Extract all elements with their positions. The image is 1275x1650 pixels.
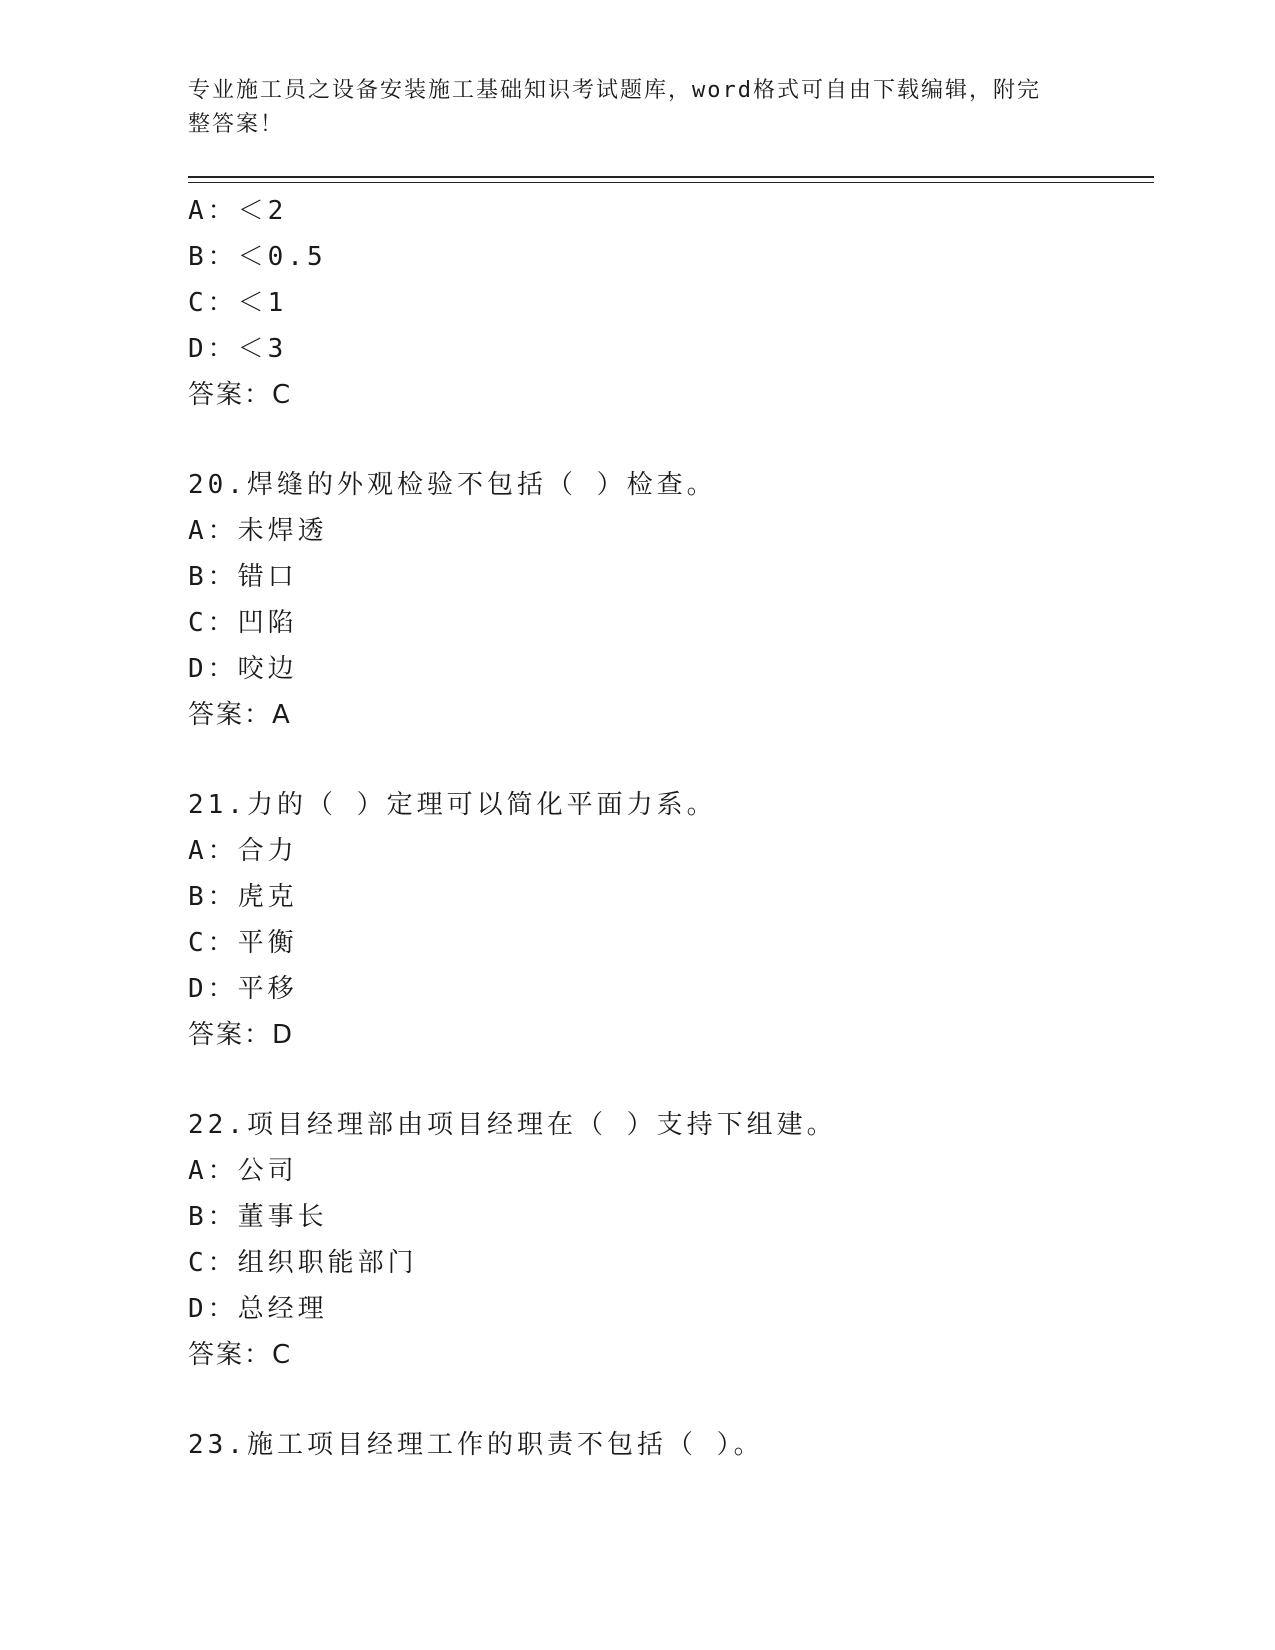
question-block-23 [188, 1422, 1154, 1468]
option-d: D：总经理 [188, 1294, 328, 1324]
question-text: 20.焊缝的外观检验不包括（ ）检查。 [188, 470, 717, 500]
option-a: A：未焊透 [188, 516, 328, 546]
option-a: A：公司 [188, 1156, 298, 1186]
option-a: A：合力 [188, 836, 298, 866]
question-block-21 [188, 782, 1154, 1058]
header-line-2: 整答案！ [188, 112, 285, 137]
option-d: D：＜3 [188, 334, 288, 364]
question-text: 22.项目经理部由项目经理在（ ）支持下组建。 [188, 1110, 837, 1140]
option-d: D：咬边 [188, 654, 298, 684]
option-c: C：平衡 [188, 928, 298, 958]
option-a: A：＜2 [188, 196, 288, 226]
option-c: C：＜1 [188, 288, 288, 318]
header-line-1: 专业施工员之设备安装施工基础知识考试题库，word格式可自由下载编辑，附完 [188, 78, 1041, 103]
option-c: C：凹陷 [188, 608, 298, 638]
answer-line: 答案：C [188, 1340, 293, 1370]
answer-line: 答案：C [188, 380, 293, 410]
option-b: B：虎克 [188, 882, 298, 912]
answer-line: 答案：D [188, 1020, 295, 1050]
question-block-20 [188, 462, 1154, 738]
option-b: B：＜0.5 [188, 242, 327, 272]
question-block-19 [188, 188, 1154, 418]
option-b: B：错口 [188, 562, 298, 592]
document-header [188, 74, 1068, 142]
option-b: B：董事长 [188, 1202, 328, 1232]
option-c: C：组织职能部门 [188, 1248, 418, 1278]
question-text: 21.力的（ ）定理可以简化平面力系。 [188, 790, 717, 820]
question-list [188, 188, 1154, 1468]
header-divider-thick [188, 176, 1154, 178]
header-divider-thin [188, 182, 1154, 183]
question-block-22 [188, 1102, 1154, 1378]
option-d: D：平移 [188, 974, 298, 1004]
question-text: 23.施工项目经理工作的职责不包括（ ）。 [188, 1430, 764, 1460]
answer-line: 答案：A [188, 700, 292, 730]
